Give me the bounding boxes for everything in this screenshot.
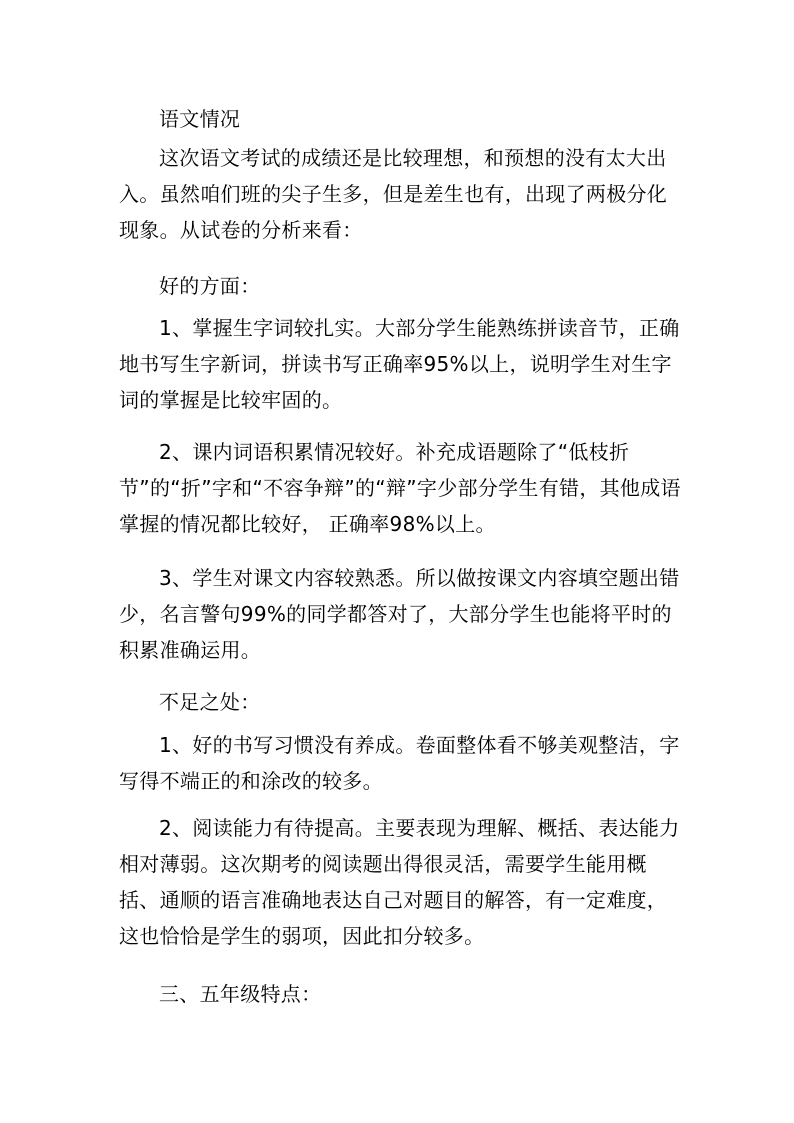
good-point-2: 2、课内词语积累情况较好。补充成语题除了“低枝折节”的“折”字和“不容争辩”的“辩”字少部分学生有错，其他成语掌握的情况都比较好， 正确率98%以上。 [119, 440, 681, 536]
good-aspects-heading: 好的方面： [159, 274, 261, 298]
good-point-3: 3、学生对课文内容较熟悉。所以做按课文内容填空题出错少，名言警句99%的同学都答对了，大部分学生也能将平时的积累准确运用。 [119, 566, 680, 662]
good-point-1: 1、掌握生字词较扎实。大部分学生能熟练拼读音节，正确地书写生字新词，拼读书写正确率95%以上，说明学生对生字词的掌握是比较牢固的。 [119, 316, 680, 412]
section-three-heading: 三、五年级特点： [159, 982, 322, 1006]
weak-point-2: 2、阅读能力有待提高。主要表现为理解、概括、表达能力相对薄弱。这次期考的阅读题出得很灵活，需要学生能用概括、通顺的语言准确地表达自己对题目的解答，有一定难度，这也恰恰是学生的弱项，因此扣分较多。 [119, 816, 680, 948]
intro-paragraph: 这次语文考试的成绩还是比较理想，和预想的没有太大出入。虽然咱们班的尖子生多，但是差生也有，出现了两极分化现象。从试卷的分析来看： [119, 146, 668, 242]
shortcomings-heading: 不足之处： [159, 690, 261, 714]
weak-point-1: 1、好的书写习惯没有养成。卷面整体看不够美观整洁，字写得不端正的和涂改的较多。 [119, 733, 680, 793]
section-heading: 语文情况 [159, 107, 241, 131]
